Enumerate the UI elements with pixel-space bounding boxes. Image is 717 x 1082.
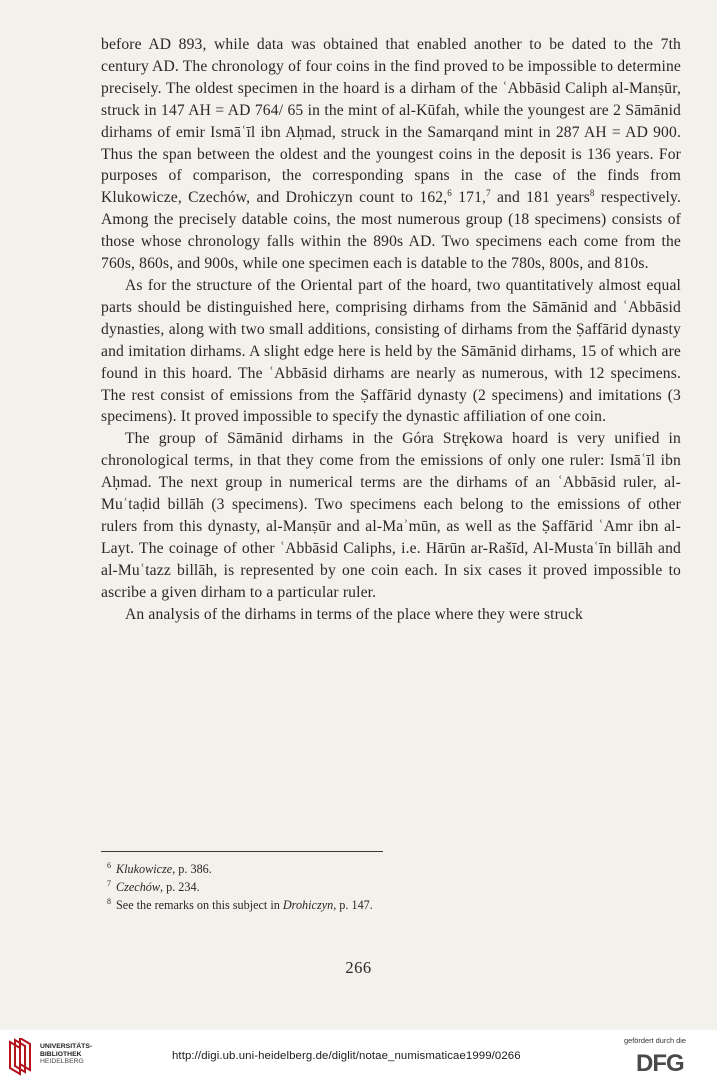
paragraph-text: 162, — [419, 189, 448, 207]
footnote-ref: 6 — [447, 188, 452, 199]
footnote — [107, 860, 636, 878]
footnote-title: Drohiczyn — [282, 898, 334, 912]
paragraph-text: respectively. Among the precisely datable coins, the most numerous group (18 specimens) consists of those whose chronology falls within the 890s AD. Two specimens each come from the 760s, 860s, and 900s, while one specimen each is datable to the 780s, 800s, and 810s. — [101, 189, 681, 273]
footnote-text: , p. 386. — [172, 862, 212, 876]
footnote-text: See the remarks on this subject in — [116, 898, 283, 912]
paragraph-text: and 181 years — [496, 189, 590, 207]
library-name-line: UNIVERSITÄTS- — [40, 1043, 93, 1050]
library-name — [40, 1043, 92, 1066]
paragraph-text: 171, — [458, 189, 487, 207]
footnote-ref: 7 — [486, 188, 491, 199]
library-name-line: HEIDELBERG — [40, 1058, 84, 1066]
library-name-line: BIBLIOTHEK — [40, 1050, 82, 1058]
paragraph: The group of Sāmānid dirhams in the Góra Strękowa hoard is very unified in chronological terms, in that they come from the emissions of only one ruler: Ismāʿīl ibn Aḥmad. The next group in numerical terms are the dirhams of an ʿAbbāsid ruler, al-Muʿtaḍid billāh (3 specimens). Two specimens each belong to the emissions of other rulers from this dynasty, al-Manṣūr and al-Maʾmūn, as well as the Ṣaffārid ʿAmr ibn al-Layt. The coinage of other ʿAbbāsid Caliphs, i.e. Hārūn ar-Rašīd, Al-Mustaʿīn billāh and al-Muʿtazz billāh, is represented by one coin each. In six cases it proved impossible to ascribe a given dirham to a particular ruler. — [101, 430, 681, 601]
dfg-logo-text: DFG — [636, 1050, 684, 1074]
footnote-ref: 8 — [589, 188, 595, 199]
footnote-number: 8 — [107, 897, 111, 906]
dfg-logo-icon[interactable] — [636, 1050, 706, 1074]
body-text — [101, 34, 681, 625]
paragraph-text: before AD 893, while data was obtained that enabled another to be dated to the 7th century AD. The chronology of four coins in the find proved to be impossible to determine precisely. The oldest specimen in the hoard is a dirham of the ʿAbbāsid Caliph al-Manṣūr, struck in 147 AH = AD 764/ 65 in the mint of al-Kūfah, while the youngest are 2 Sāmānid dirhams of emir Ismāʿīl ibn Aḥmad, struck in the Samarqand mint in 287 AH = AD 900. Thus the span between the oldest and the youngest coins in the deposit is 136 years. For purposes of comparison, the corresponding spans in the case of the finds from Klukowicze, Czechów, and Drohiczyn count to — [101, 36, 681, 207]
footnote — [107, 896, 636, 914]
footnotes — [107, 860, 636, 914]
footnote-divider — [101, 851, 383, 852]
footnote-title: Czechów — [116, 880, 161, 894]
footer-bar — [0, 1030, 717, 1082]
funding-caption: gefördert durch die — [624, 1036, 687, 1045]
footnote-text: , p. 234. — [160, 880, 200, 894]
footnote-title: Klukowicze — [116, 862, 173, 876]
footnote-number: 6 — [107, 861, 111, 870]
paragraph — [101, 34, 681, 275]
paragraph: An analysis of the dirhams in terms of the place where they were struck — [125, 605, 583, 623]
footnote — [107, 878, 636, 896]
page-number: 266 — [345, 958, 372, 977]
footnote-number: 7 — [107, 879, 111, 888]
paragraph: As for the structure of the Oriental part of the hoard, two quantitatively almost equal parts should be distinguished here, comprising dirhams from the Sāmānid and ʿAbbāsid dynasties, along with two small additions, consisting of dirhams from the Ṣaffārid dynasty and imitation dirhams. A slight edge here is held by the Sāmānid dirhams, 15 of which are found in this hoard. The ʿAbbāsid dirhams are nearly as numerous, with 12 specimens. The rest consist of emissions from the Ṣaffārid dynasty (2 specimens) and imitations (3 specimens). It proved impossible to specify the dynastic affiliation of one coin. — [101, 276, 681, 426]
university-library-logo-icon[interactable] — [6, 1038, 36, 1076]
source-url-link[interactable]: http://digi.ub.uni-heidelberg.de/diglit/notae_numismaticae1999/0266 — [172, 1050, 521, 1062]
footnote-text: , p. 147. — [333, 898, 373, 912]
